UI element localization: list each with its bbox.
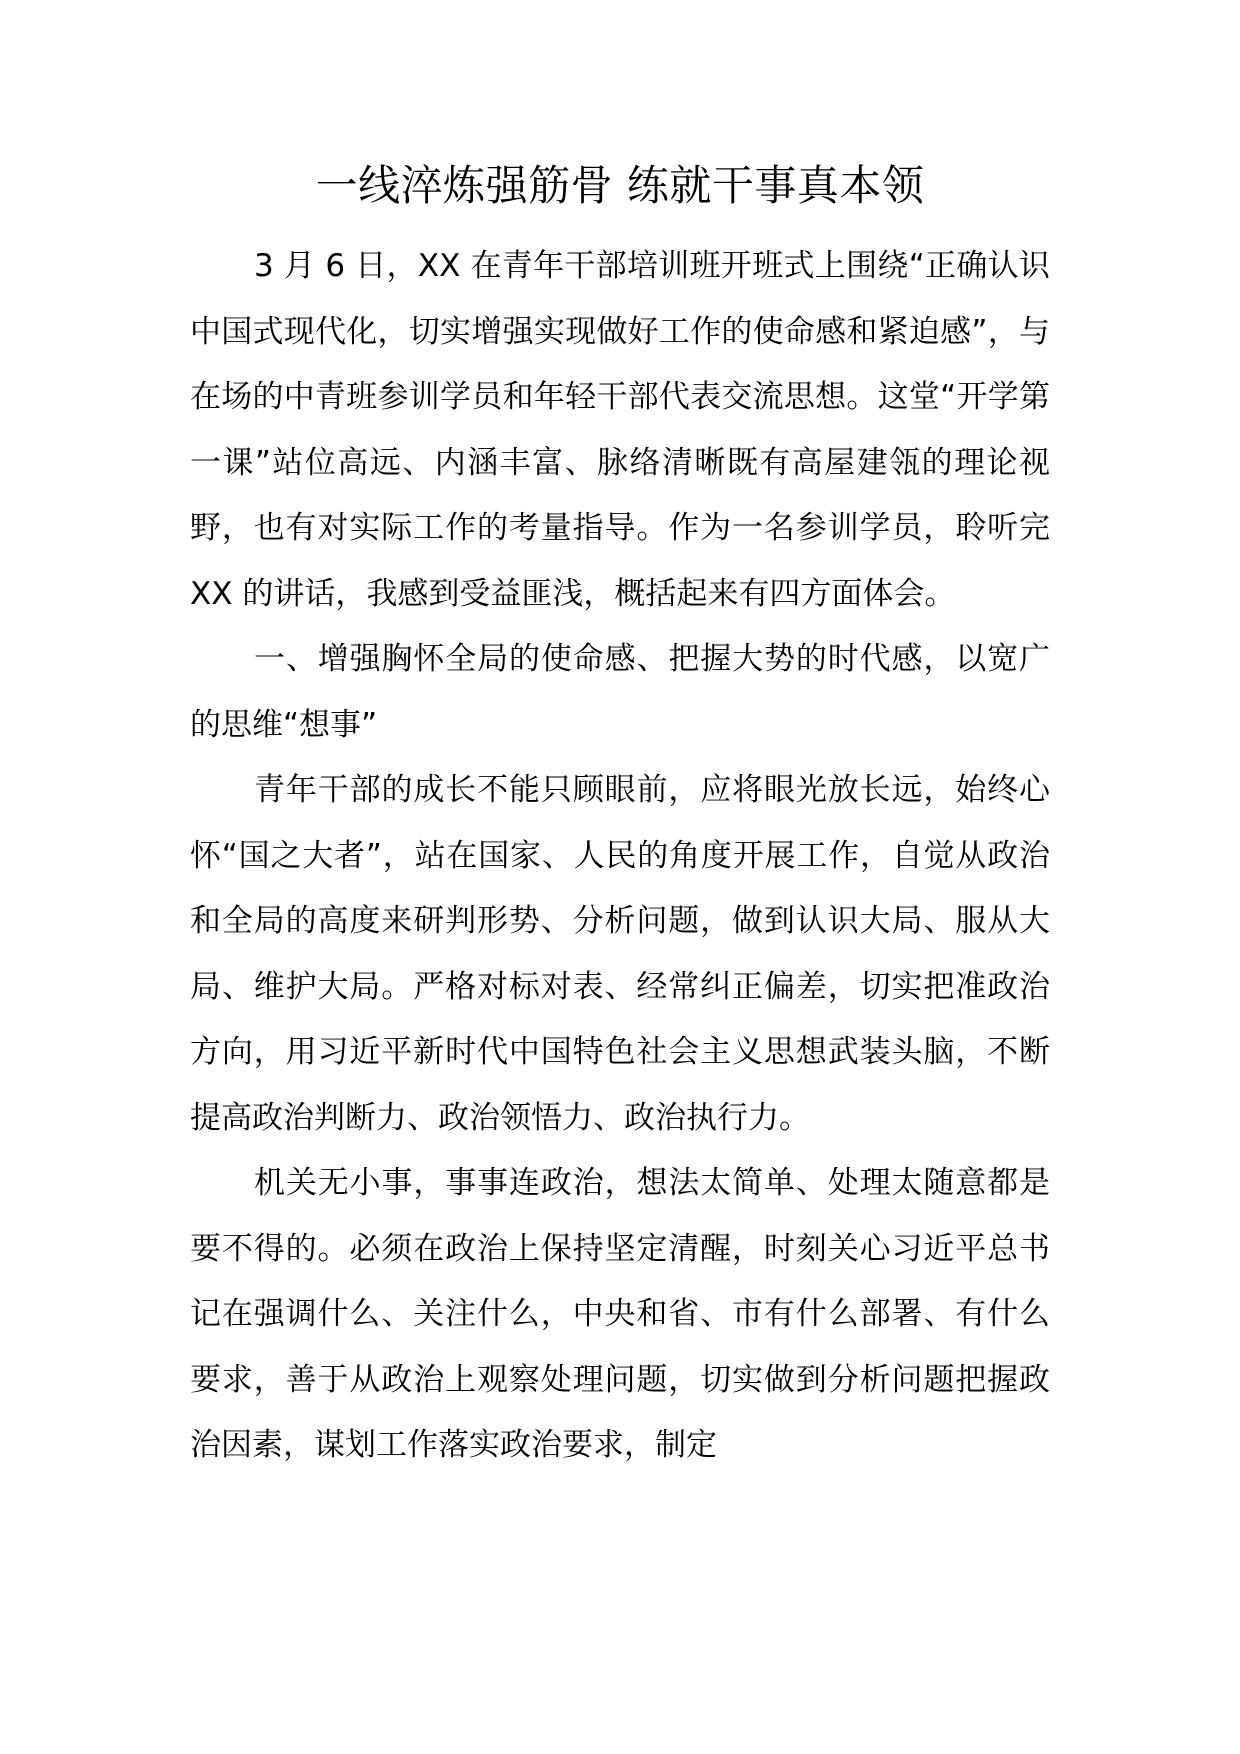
paragraph-section-1-b: 机关无小事，事事连政治，想法太简单、处理太随意都是要不得的。必须在政治上保持坚定清醒，时刻关心习近平总书记在强调什么、关注什么，中央和省、市有什么部署、有什么要求，善于从政治上观察处理问题，切实做到分析问题把握政治因素，谋划工作落实政治要求，制定 — [190, 1165, 1050, 1463]
document-body — [190, 234, 1050, 1479]
paragraph-section-1-a: 青年干部的成长不能只顾眼前，应将眼光放长远，始终心怀“国之大者”，站在国家、人民的角度开展工作，自觉从政治和全局的高度来研判形势、分析问题，做到认识大局、服从大局、维护大局。严格对标对表、经常纠正偏差，切实把准政治方向，用习近平新时代中国特色社会主义思想武装头脑，不断提高政治判断力、政治领悟力、政治执行力。 — [190, 772, 1050, 1136]
paragraph-intro: 3 月 6 日，XX 在青年干部培训班开班式上围绕“正确认识中国式现代化，切实增强实现做好工作的使命感和紧迫感”，与在场的中青班参训学员和年轻干部代表交流思想。这堂“开学第一课”站位高远、内涵丰富、脉络清晰既有高屋建瓴的理论视野，也有对实际工作的考量指导。作为一名参训学员，聆听完 XX 的讲话，我感到受益匪浅，概括起来有四方面体会。 — [190, 248, 1050, 612]
document-title: 一线淬炼强筋骨 练就干事真本领 — [315, 161, 925, 210]
section-heading-1: 一、增强胸怀全局的使命感、把握大势的时代感，以宽广的思维“想事” — [190, 641, 1050, 743]
